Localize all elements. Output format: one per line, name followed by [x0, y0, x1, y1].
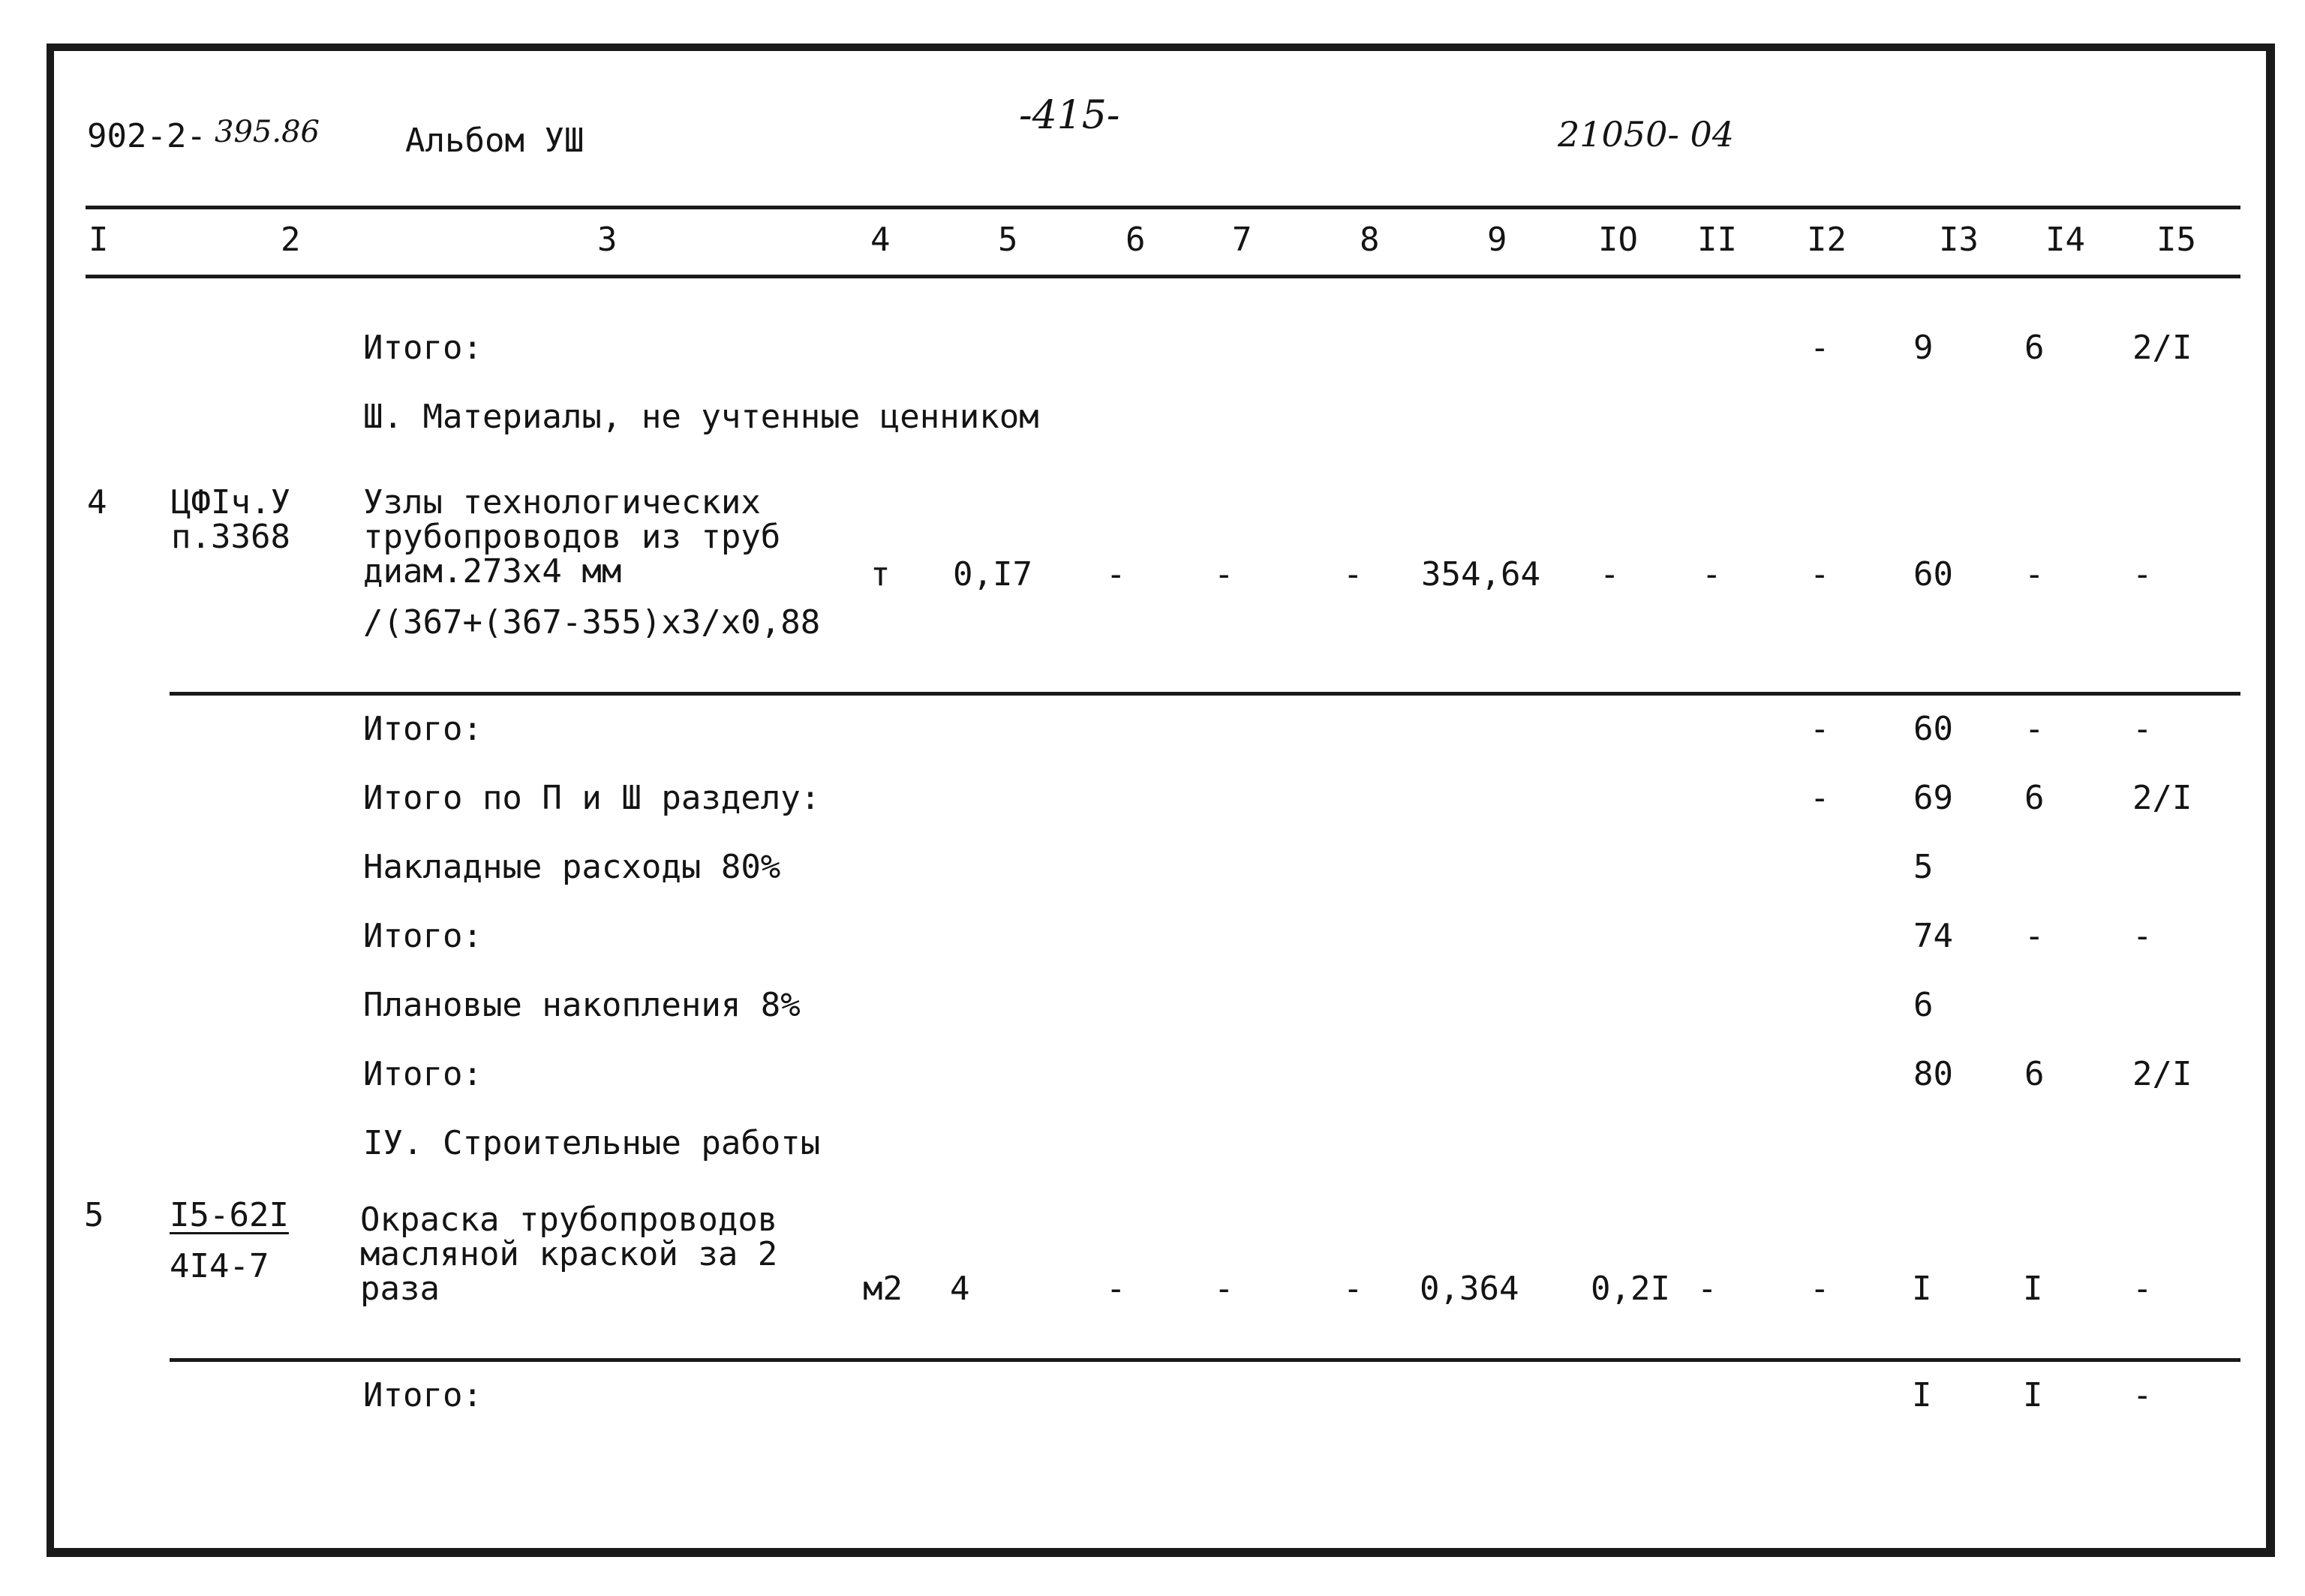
item-4-number: 4 [87, 483, 107, 521]
col-header-5: 5 [998, 221, 1018, 259]
total-3-col14: - [2024, 917, 2045, 955]
item-5-rule [170, 1358, 2240, 1362]
total-label-4: Итого: [363, 1055, 482, 1093]
col-header-14: I4 [2045, 221, 2085, 259]
item-5-desc-3: раза [360, 1270, 440, 1308]
item-5-unit: м2 [863, 1270, 903, 1308]
doc-prefix: 902-2- [87, 117, 206, 155]
doc-number-handwritten: 395.86 [215, 115, 320, 149]
total-4-col15: 2/I [2132, 1055, 2192, 1093]
total-label-3: Итого: [363, 917, 482, 955]
planned-savings-label: Плановые накопления 8% [363, 986, 801, 1024]
item-5-col15: - [2132, 1270, 2153, 1308]
total-2-col15: - [2132, 710, 2153, 748]
col-header-1: I [89, 221, 109, 259]
item-5-desc-2: масляной краской за 2 [360, 1235, 778, 1273]
item-5-col13: I [1912, 1270, 1932, 1308]
item-4-rule [170, 692, 2240, 696]
item-5-col12: - [1810, 1270, 1830, 1308]
item-5-col11: - [1697, 1270, 1717, 1308]
item-5-col10: 0,2I [1591, 1270, 1670, 1308]
total-label-1: Итого: [363, 329, 482, 367]
col-header-13: I3 [1939, 221, 1979, 259]
project-code: 21050- 04 [1558, 114, 1735, 155]
item-4-unit: т [870, 555, 891, 594]
col-header-6: 6 [1125, 221, 1146, 259]
page-number: -415- [1019, 93, 1120, 138]
item-4-code-2: п.3368 [171, 518, 290, 556]
total-sections-col15: 2/I [2132, 779, 2192, 817]
item-5-code-2: 4I4-7 [170, 1247, 269, 1285]
item-5-number: 5 [84, 1196, 104, 1234]
col-header-2: 2 [281, 221, 301, 259]
total-1-col14: 6 [2024, 329, 2045, 367]
total-2-col14: - [2024, 710, 2045, 748]
section-3-heading: Ш. Материалы, не учтенные ценником [363, 398, 1039, 436]
item-4-desc-3: диам.273х4 мм [363, 552, 622, 591]
overhead-col13: 5 [1913, 848, 1934, 886]
item-5-code-1: I5-62I [170, 1196, 289, 1234]
total-label-5: Итого: [363, 1376, 482, 1414]
item-5-qty: 4 [950, 1270, 970, 1308]
item-4-desc-4: /(367+(367-355)х3/х0,88 [363, 603, 821, 642]
total-4-col13: 80 [1913, 1055, 1953, 1093]
col-header-3: 3 [597, 221, 618, 259]
col-header-15: I5 [2156, 221, 2196, 259]
col-header-11: II [1697, 221, 1737, 259]
total-5-col15: - [2132, 1376, 2153, 1414]
item-4-col11: - [1702, 555, 1722, 594]
total-1-col13: 9 [1913, 329, 1934, 367]
item-5-col7: - [1214, 1270, 1234, 1308]
album-label: Альбом УШ [405, 122, 585, 160]
item-4-col13: 60 [1913, 555, 1953, 594]
item-5-price: 0,364 [1420, 1270, 1519, 1308]
item-5-col8: - [1343, 1270, 1363, 1308]
header-bottom-rule [86, 275, 2240, 278]
item-5-desc-1: Окраска трубопроводов [360, 1201, 778, 1239]
total-3-col15: - [2132, 917, 2153, 955]
item-4-col10: - [1600, 555, 1620, 594]
section-4-heading: IУ. Строительные работы [363, 1124, 821, 1162]
item-4-code-1: ЦФIч.У [171, 483, 290, 521]
item-4-col12: - [1810, 555, 1830, 594]
total-1-col15: 2/I [2132, 329, 2192, 367]
total-5-col14: I [2023, 1376, 2043, 1414]
item-4-price: 354,64 [1421, 555, 1540, 594]
item-4-qty: 0,I7 [953, 555, 1032, 594]
col-header-7: 7 [1232, 221, 1252, 259]
total-sections-col13: 69 [1913, 779, 1953, 817]
total-1-col12: - [1810, 329, 1830, 367]
item-5-col14: I [2023, 1270, 2043, 1308]
item-4-col15: - [2132, 555, 2153, 594]
item-4-col14: - [2024, 555, 2045, 594]
item-4-desc-2: трубопроводов из труб [363, 518, 781, 556]
col-header-10: IO [1598, 221, 1638, 259]
item-4-col8: - [1343, 555, 1363, 594]
total-2-col12: - [1810, 710, 1830, 748]
total-2-col13: 60 [1913, 710, 1953, 748]
total-sections-label: Итого по П и Ш разделу: [363, 779, 821, 817]
total-sections-col12: - [1810, 779, 1830, 817]
col-header-9: 9 [1487, 221, 1507, 259]
item-4-col6: - [1106, 555, 1126, 594]
total-sections-col14: 6 [2024, 779, 2045, 817]
item-5-col6: - [1106, 1270, 1126, 1308]
item-4-col7: - [1214, 555, 1234, 594]
item-4-desc-1: Узлы технологических [363, 483, 761, 521]
total-3-col13: 74 [1913, 917, 1953, 955]
header-top-rule [86, 206, 2240, 209]
overhead-label: Накладные расходы 80% [363, 848, 781, 886]
col-header-8: 8 [1360, 221, 1380, 259]
total-4-col14: 6 [2024, 1055, 2045, 1093]
planned-savings-col13: 6 [1913, 986, 1934, 1024]
total-label-2: Итого: [363, 710, 482, 748]
col-header-4: 4 [870, 221, 891, 259]
total-5-col13: I [1912, 1376, 1932, 1414]
col-header-12: I2 [1807, 221, 1847, 259]
